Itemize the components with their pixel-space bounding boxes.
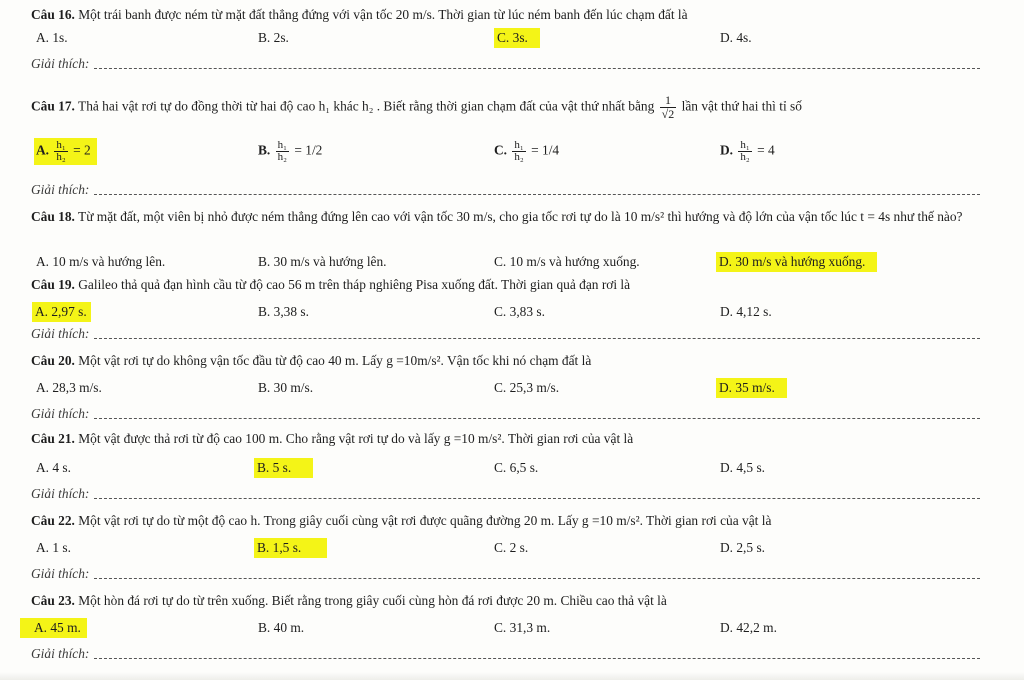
question-text: Một vật rơi tự do từ một độ cao h. Trong giây cuối cùng vật rơi được quãng đường 20 m. Lấy g =10 m/s². Thời gian rơi của vật là <box>74 513 772 528</box>
answer-line <box>94 658 980 659</box>
ratio: $\frac{\text{h₁}}{\text{h₂}}$ <box>740 139 750 163</box>
option-a: A. 1s. <box>36 30 68 45</box>
answer-line <box>94 338 980 339</box>
option-d: D. 4,5 s. <box>720 460 766 475</box>
question-16 <box>31 6 1004 23</box>
question-text: Một vật được thả rơi từ độ cao 100 m. Cho rằng vật rơi tự do và lấy g =10 m/s². Thời gian rơi của vật là <box>74 431 634 446</box>
explanation-21 <box>31 486 980 502</box>
option-b: B. 2s. <box>258 30 289 45</box>
explanation-label: Giải thích: <box>31 486 90 501</box>
option-c: C. 2 s. <box>494 540 529 555</box>
options-16 <box>0 30 1024 50</box>
question-label: Câu 19. <box>31 277 75 292</box>
option-d: D. 4s. <box>720 30 752 45</box>
option-d: D. 4,12 s. <box>720 304 772 319</box>
option-c: C. 25,3 m/s. <box>494 380 560 395</box>
option-c: C. 31,3 m. <box>494 620 551 635</box>
option-a-highlighted: A. 45 m. <box>20 618 87 638</box>
option-c: C. $\frac{\text{h₁}}{\text{h₂}}$ = 1/4 <box>494 139 560 163</box>
question-18 <box>31 206 1004 228</box>
question-text: Một hòn đá rơi tự do từ trên xuống. Biết rằng trong giây cuối cùng hòn đá rơi được 20 m. Chiều cao thả vật là <box>74 593 667 608</box>
options-19 <box>0 304 1024 324</box>
question-20 <box>31 352 1004 369</box>
explanation-label: Giải thích: <box>31 406 90 421</box>
explanation-label: Giải thích: <box>31 566 90 581</box>
options-22 <box>0 540 1024 560</box>
question-23 <box>31 592 1004 609</box>
option-c: C. 10 m/s và hướng xuống. <box>494 254 640 269</box>
fraction-one-over-sqrt2: $\frac{1}{√2}$ <box>661 93 675 121</box>
option-d-highlighted: D. 35 m/s. <box>716 378 787 398</box>
ratio: $\frac{\text{h₁}}{\text{h₂}}$ <box>56 139 66 163</box>
question-text: Galileo thả quả đạn hình cầu từ độ cao 56 m trên tháp nghiêng Pisa xuống đất. Thời gian quả đạn rơi là <box>74 277 631 292</box>
question-text: Từ mặt đất, một viên bị nhỏ được ném thẳng đứng lên cao với vận tốc 30 m/s, cho gia tốc rơi tự do là 10 m/s² thì hướng và độ lớn của vận tốc lúc t = 4s như thế nào? <box>74 209 963 224</box>
question-text-after: lần vật thứ hai thì tỉ số <box>681 98 802 114</box>
option-a-highlighted: A. 2,97 s. <box>32 302 91 322</box>
ratio: $\frac{\text{h₁}}{\text{h₂}}$ <box>277 139 287 163</box>
question-17 <box>31 94 1004 121</box>
question-label: Câu 23. <box>31 593 75 608</box>
ratio: $\frac{\text{h₁}}{\text{h₂}}$ <box>514 139 524 163</box>
explanation-22 <box>31 566 980 582</box>
explanation-label: Giải thích: <box>31 326 90 341</box>
option-a: A. 4 s. <box>36 460 71 475</box>
question-label: Câu 21. <box>31 431 75 446</box>
answer-line <box>94 498 980 499</box>
question-label: Câu 22. <box>31 513 75 528</box>
option-b: B. $\frac{\text{h₁}}{\text{h₂}}$ = 1/2 <box>258 139 323 163</box>
page-bottom-edge <box>0 672 1024 680</box>
option-b-highlighted: B. 5 s. <box>254 458 313 478</box>
question-label: Câu 20. <box>31 353 75 368</box>
option-b-highlighted: B. 1,5 s. <box>254 538 327 558</box>
explanation-19 <box>31 326 980 342</box>
answer-line <box>94 418 980 419</box>
option-b: B. 3,38 s. <box>258 304 309 319</box>
explanation-17 <box>31 182 980 198</box>
options-21 <box>0 460 1024 480</box>
option-b: B. 40 m. <box>258 620 305 635</box>
question-label: Câu 16. <box>31 7 75 22</box>
option-a: A. 1 s. <box>36 540 71 555</box>
answer-line <box>94 194 980 195</box>
options-17 <box>0 138 1024 172</box>
question-19 <box>31 276 1004 293</box>
explanation-16 <box>31 56 980 72</box>
question-label: Câu 18. <box>31 209 75 224</box>
options-23 <box>0 620 1024 640</box>
option-d: D. $\frac{\text{h₁}}{\text{h₂}}$ = 4 <box>720 139 775 163</box>
explanation-label: Giải thích: <box>31 646 90 661</box>
option-a: A. 28,3 m/s. <box>36 380 102 395</box>
option-b: B. 30 m/s. <box>258 380 314 395</box>
options-20 <box>0 380 1024 400</box>
option-d: D. 2,5 s. <box>720 540 766 555</box>
option-a-highlighted: A. $\frac{\text{h₁}}{\text{h₂}}$ = 2 <box>34 138 97 165</box>
question-text: Thả hai vật rơi tự do đồng thời từ hai độ cao h₁ khác h₂ . Biết rằng thời gian chạm đất của vật thứ nhất bằng <box>74 98 655 114</box>
explanation-label: Giải thích: <box>31 182 90 197</box>
option-d: D. 42,2 m. <box>720 620 777 635</box>
question-22 <box>31 512 1004 529</box>
explanation-label: Giải thích: <box>31 56 90 71</box>
options-18 <box>0 254 1024 274</box>
explanation-20 <box>31 406 980 422</box>
answer-line <box>94 68 980 69</box>
question-text: Một trái banh được ném từ mặt đất thẳng đứng với vận tốc 20 m/s. Thời gian từ lúc ném banh đến lúc chạm đất là <box>74 7 688 22</box>
explanation-23 <box>31 646 980 662</box>
option-b: B. 30 m/s và hướng lên. <box>258 254 387 269</box>
option-d-highlighted: D. 30 m/s và hướng xuống. <box>716 252 877 272</box>
answer-line <box>94 578 980 579</box>
question-label: Câu 17. <box>31 98 75 114</box>
option-c-highlighted: C. 3s. <box>494 28 540 48</box>
question-21 <box>31 430 1004 447</box>
option-a: A. 10 m/s và hướng lên. <box>36 254 166 269</box>
option-c: C. 3,83 s. <box>494 304 545 319</box>
question-text: Một vật rơi tự do không vận tốc đầu từ độ cao 40 m. Lấy g =10m/s². Vận tốc khi nó chạm đất là <box>74 353 592 368</box>
option-c: C. 6,5 s. <box>494 460 539 475</box>
